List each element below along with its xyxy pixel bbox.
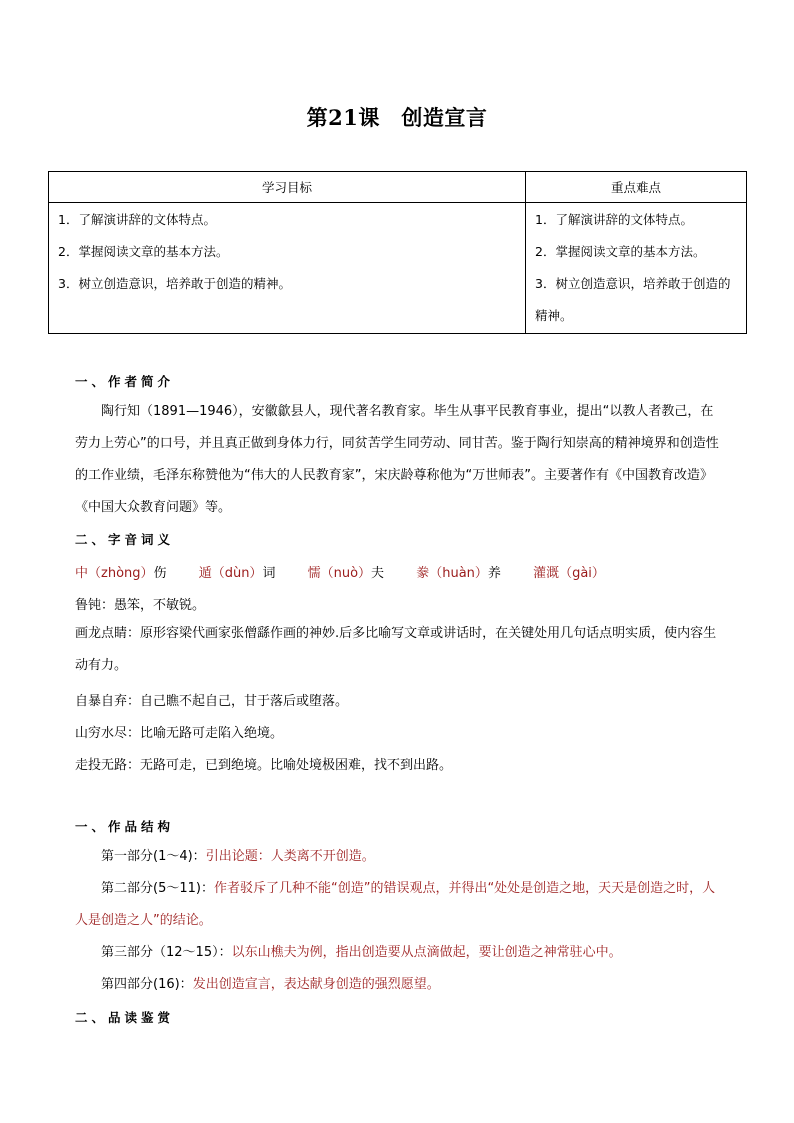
- pinyin-reading: （huàn）: [429, 566, 488, 581]
- pinyin-row: [75, 562, 605, 581]
- section-heading-appreciation: 二、品读鉴赏: [75, 1010, 175, 1025]
- pinyin-rest: 词: [262, 566, 276, 581]
- goals-table: [48, 171, 747, 334]
- word-definition: 鲁钝：愚笨，不敏锐。: [75, 598, 206, 613]
- key-point-item: 3．树立创造意识，培养敢于创造的精神。: [535, 276, 731, 323]
- part-text: 发出创造宣言，表达献身创造的强烈愿望。: [192, 977, 440, 992]
- goal-item: 2．掌握阅读文章的基本方法。: [58, 244, 229, 259]
- pinyin-reading: （nuò）: [320, 566, 372, 581]
- pinyin-rest: 养: [487, 566, 501, 581]
- structure-part: [75, 937, 725, 969]
- pinyin-char: 中: [75, 566, 89, 581]
- structure-part: [75, 969, 725, 1001]
- table-header-key-points: 重点难点: [526, 172, 747, 203]
- part-text: 作者驳斥了几种不能“创造”的错误观点，并得出“处处是创造之地，天天是创造之时，人人是创造之人”的结论。: [75, 881, 716, 928]
- goals-cell: [49, 203, 526, 334]
- page-title: 第21课 创造宣言: [306, 105, 488, 130]
- key-point-item: 1．了解演讲辞的文体特点。: [535, 212, 693, 227]
- word-definition: 自暴自弃：自己瞧不起自己，甘于落后或堕落。: [75, 694, 349, 709]
- part-label: 第四部分(16)：: [101, 977, 193, 992]
- structure-part: [75, 841, 725, 873]
- pinyin-char: 遁: [198, 566, 212, 581]
- word-definition: 画龙点睛：原形容梁代画家张僧繇作画的神妙.后多比喻写文章或讲话时，在关键处用几句话点明实质，使内容生动有力。: [75, 626, 717, 673]
- table-header-goals: 学习目标: [49, 172, 526, 203]
- part-text: 以东山樵夫为例，指出创造要从点滴做起，要让创造之神常驻心中。: [231, 945, 622, 960]
- structure-part: [75, 873, 725, 937]
- part-label: 第三部分（12～15）：: [101, 945, 232, 960]
- pinyin-char: 灌溉: [533, 566, 560, 581]
- part-label: 第一部分(1～4)：: [101, 849, 206, 864]
- pinyin-char: 豢: [416, 566, 430, 581]
- section-heading-vocab: 二、字音词义: [75, 532, 175, 547]
- pinyin-reading: （gài）: [559, 566, 605, 581]
- goal-item: 3．树立创造意识，培养敢于创造的精神。: [58, 276, 291, 291]
- pinyin-rest: 夫: [371, 566, 385, 581]
- section-heading-structure: 一、作品结构: [75, 819, 175, 834]
- pinyin-reading: （zhòng）: [88, 566, 154, 581]
- word-definition: 走投无路：无路可走，已到绝境。比喻处境极困难，找不到出路。: [75, 758, 453, 773]
- key-point-item: 2．掌握阅读文章的基本方法。: [535, 244, 706, 259]
- pinyin-char: 懦: [307, 566, 321, 581]
- section-heading-author: 一、作者简介: [75, 374, 175, 389]
- author-intro-paragraph: 陶行知（1891—1946），安徽歙县人，现代著名教育家。毕生从事平民教育事业，提出“以教人者教己，在劳力上劳心”的口号，并且真正做到身体力行，同贫苦学生同劳动、同甘苦。鉴于陶行知崇高的精神境界和创造性的工作业绩，毛泽东称赞他为“伟大的人民教育家”，宋庆龄尊称他为“万世师表”。主要著作有《中国教育改造》《中国大众教育问题》等。: [75, 404, 719, 515]
- goal-item: 1．了解演讲辞的文体特点。: [58, 212, 216, 227]
- word-definition: 山穷水尽：比喻无路可走陷入绝境。: [75, 726, 284, 741]
- part-label: 第二部分(5～11)：: [101, 881, 214, 896]
- pinyin-rest: 伤: [153, 566, 167, 581]
- key-points-cell: [526, 203, 747, 334]
- part-text: 引出论题：人类离不开创造。: [205, 849, 375, 864]
- pinyin-reading: （dùn）: [211, 566, 263, 581]
